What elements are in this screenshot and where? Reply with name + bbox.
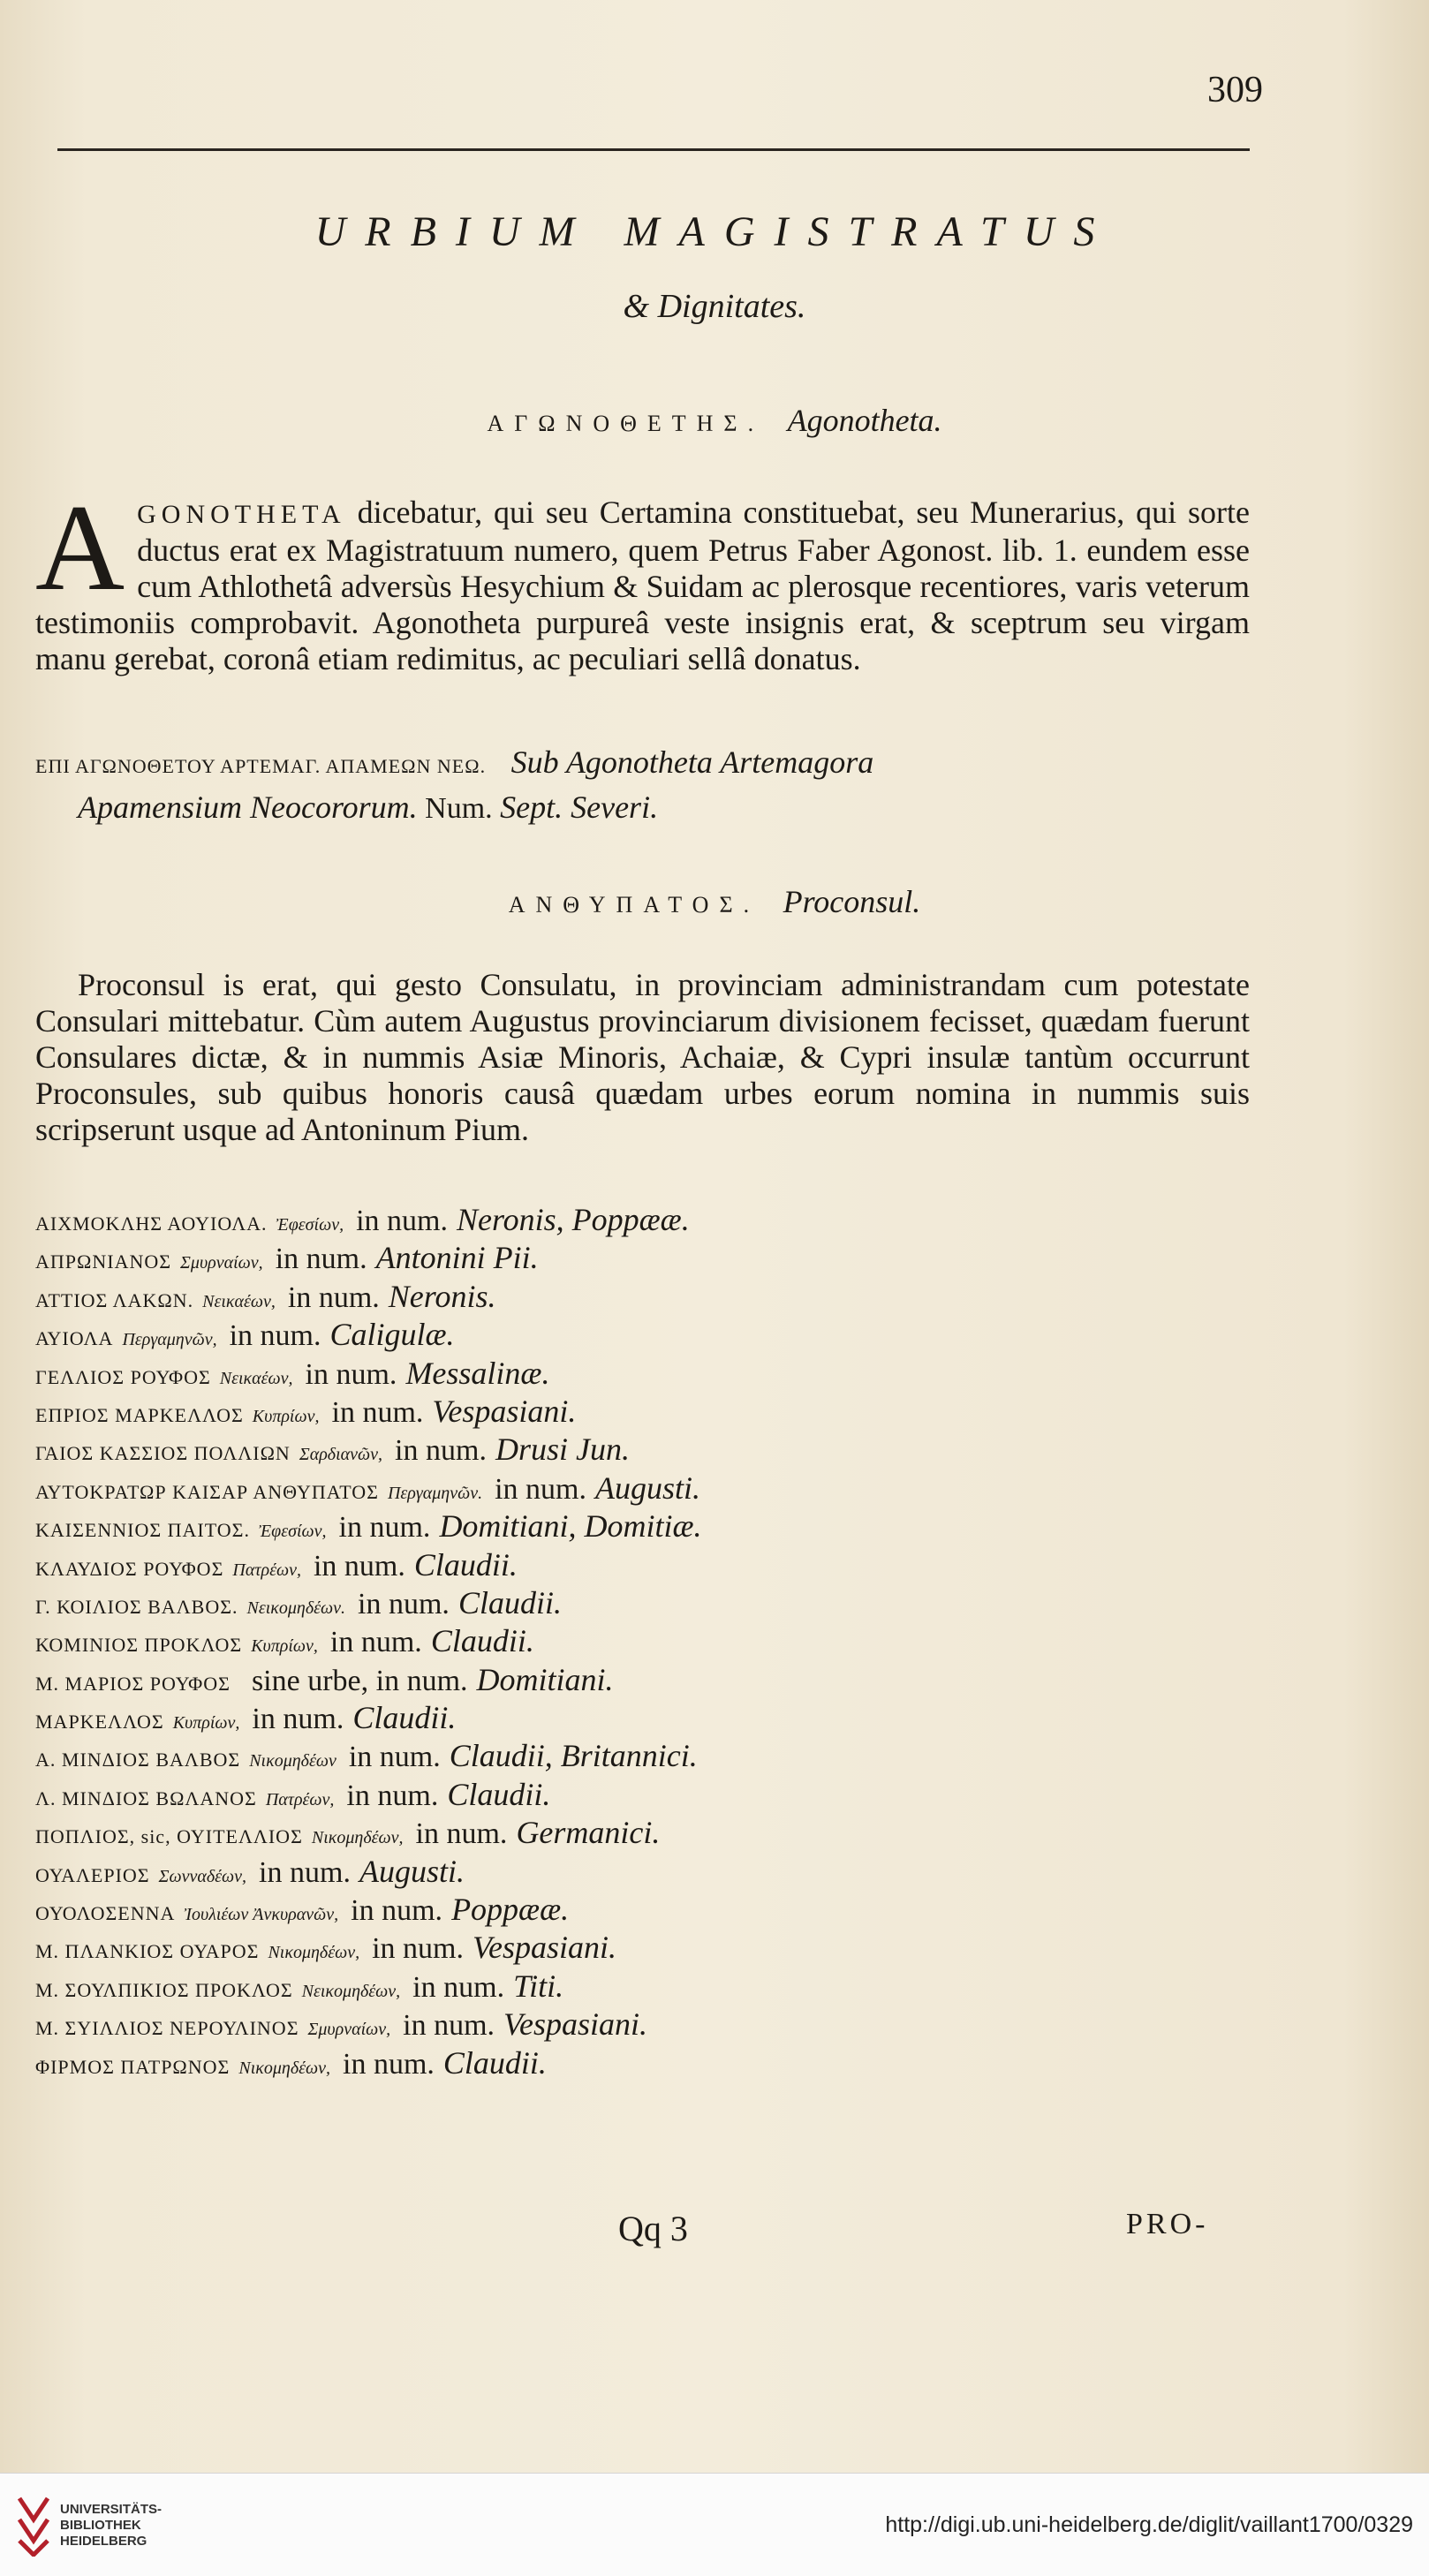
- entry-name: Μ. ΣΥΙΛΛΙΟΣ ΝΕΡΟΥΛΙΝΟΣ: [35, 2017, 299, 2040]
- citation-greek: ΕΠΙ ΑΓΩΝΟΘΕΤΟΥ ΑΡΤΕΜΑΓ. ΑΠΑΜΕΩΝ ΝΕΩ.: [35, 755, 487, 777]
- list-item: [35, 1814, 1250, 1852]
- entry-ruler: Neronis.: [388, 1278, 496, 1314]
- entry-city: Νεικομηδέων,: [301, 1981, 401, 2001]
- entry-city: Νεικαέων,: [202, 1291, 276, 1311]
- entry-city: Νεικαέων,: [219, 1368, 293, 1388]
- entry-ruler: Vespasiani.: [473, 1930, 617, 1966]
- list-item: [35, 1968, 1250, 2006]
- citation-ruler: Sept. Severi.: [500, 789, 659, 825]
- entry-in-num: in num.: [346, 1779, 439, 1812]
- entry-ruler: Caligulæ.: [329, 1317, 455, 1353]
- section-latin-term: Proconsul.: [783, 884, 921, 919]
- list-item: [35, 1393, 1250, 1431]
- citation-latin-2: Apamensium Neocororum.: [78, 789, 418, 825]
- entry-in-num: in num.: [343, 2047, 435, 2081]
- entry-ruler: Titi.: [513, 1968, 564, 2004]
- page-subtitle: & Dignitates.: [623, 288, 806, 325]
- entry-in-num: in num.: [356, 1205, 448, 1237]
- list-item: [35, 1316, 1250, 1354]
- entry-ruler: Domitiani.: [476, 1661, 614, 1697]
- entry-in-num: in num.: [348, 1741, 441, 1774]
- entry-in-num: in num.: [351, 1894, 443, 1928]
- entry-city: Σωνναδέων,: [158, 1866, 247, 1886]
- entry-name: Μ. ΠΛΑΝΚΙΟΣ ΟΥΑΡΟΣ: [35, 1940, 260, 1963]
- citation-agonotheta: [35, 742, 1250, 829]
- entry-city: Πατρέων,: [265, 1789, 335, 1809]
- entry-city: Κυπρίων,: [172, 1713, 240, 1734]
- catchword: PRO-: [1126, 2208, 1209, 2240]
- entry-ruler: Vespasiani.: [503, 2006, 648, 2043]
- page-number: 309: [1207, 70, 1263, 110]
- entry-name: ΜΑΡΚΕΛΛΟΣ: [35, 1711, 164, 1734]
- entry-ruler: Claudii.: [457, 1584, 562, 1620]
- paragraph-proconsul: [35, 967, 1250, 1148]
- entry-in-num: in num.: [395, 1434, 487, 1468]
- entry-city: Νικομηδέων,: [268, 1943, 360, 1963]
- signature-mark: Qq 3: [618, 2209, 688, 2248]
- entry-ruler: Augusti.: [595, 1469, 701, 1506]
- list-item: [35, 1584, 1250, 1622]
- entry-name: Α. ΜΙΝΔΙΟΣ ΒΑΛΒΟΣ: [35, 1749, 241, 1771]
- entry-in-num: in num.: [305, 1357, 397, 1391]
- entry-ruler: Claudii.: [447, 1776, 551, 1812]
- entry-in-num: in num.: [358, 1587, 450, 1620]
- paragraph-text: Proconsul is erat, qui gesto Consulatu, in provinciam administrandam cum potestate Consulari mittebatur. Cùm autem Augustus provinciarum divisionem fecisset, quædam fuerunt Consulares dictæ, & in nummis Asiæ Minoris, Achaiæ, & Cypri insulæ tantùm occurrunt Proconsules, sub quibus honoris causâ quædam urbes eorum nomina in nummis suis scripserunt usque ad Antoninum Pium.: [35, 967, 1250, 1147]
- entry-name: ΑΥΙΟΛΑ: [35, 1327, 114, 1350]
- entry-name: ΓΕΛΛΙΟΣ ΡΟΥΦΟΣ: [35, 1365, 211, 1388]
- section-heading-proconsul: [0, 883, 1429, 920]
- list-item: [35, 1278, 1250, 1316]
- entry-in-num: in num.: [252, 1703, 344, 1736]
- entry-city: Περγαμηνῶν.: [387, 1483, 483, 1503]
- entry-in-num: in num.: [331, 1395, 424, 1429]
- paragraph-text: dicebatur, qui seu Certamina constituebat, seu Munerarius, qui sorte ductus erat ex Magistratuum numero, quem Petrus Faber Agonost. lib. 1. eundem esse cum Athlothetâ adversùs Hesychium & Suidam ac plerosque recentiores, varis veterum testimoniis comprobavit. Agonotheta purpureâ veste insignis erat, & sceptrum seu virgam manu gerebat, coronâ etiam redimitus, ac peculiari sellâ donatus.: [35, 495, 1250, 676]
- entry-city: Σμυρναίων,: [307, 2020, 391, 2040]
- section-greek-term: ΑΓΩΝΟΘΕΤΗΣ.: [487, 411, 765, 436]
- entry-name: Γ. ΚΟΙΛΙΟΣ ΒΑΛΒΟΣ.: [35, 1595, 238, 1618]
- entry-in-num: in num.: [403, 2009, 495, 2043]
- entry-in-num: in num.: [275, 1243, 367, 1276]
- entry-city: Νικομηδέων,: [311, 1828, 404, 1848]
- list-item: [35, 1431, 1250, 1469]
- library-logo-text: [60, 2502, 162, 2550]
- entry-city: Νεικομηδέων.: [246, 1598, 346, 1618]
- entry-name: ΑΙΧΜΟΚΛΗΣ ΑΟΥΙΟΛΑ.: [35, 1212, 268, 1235]
- entry-name: ΕΠΡΙΟΣ ΜΑΡΚΕΛΛΟΣ: [35, 1403, 244, 1426]
- entry-name: Μ. ΜΑΡΙΟΣ ΡΟΥΦΟΣ: [35, 1672, 231, 1695]
- entry-ruler: Vespasiani.: [432, 1393, 577, 1429]
- list-item: [35, 1469, 1250, 1507]
- entry-ruler: Germanici.: [516, 1815, 661, 1851]
- entry-name: ΑΠΡΩΝΙΑΝΟΣ: [35, 1250, 172, 1273]
- entry-ruler: Neronis, Poppææ.: [457, 1202, 690, 1237]
- entry-city: Σαρδιανῶν,: [299, 1445, 383, 1465]
- citation-num: Num.: [425, 792, 493, 825]
- page-title: URBIUM MAGISTRATUS: [314, 208, 1115, 255]
- entry-ruler: Claudii.: [430, 1623, 534, 1659]
- drop-cap: A: [35, 480, 125, 616]
- entry-ruler: Claudii.: [352, 1700, 457, 1736]
- entry-in-num: in num.: [229, 1319, 321, 1353]
- entry-in-num: in num.: [287, 1280, 380, 1314]
- entry-city: Ἰουλιέων Ἀνκυρανῶν,: [184, 1905, 339, 1925]
- library-logo-icon: [16, 2493, 51, 2557]
- entry-ruler: Antonini Pii.: [375, 1240, 539, 1276]
- section-heading-agonotheta: [0, 402, 1429, 439]
- entry-in-num: in num.: [338, 1511, 431, 1545]
- list-item: [35, 1622, 1250, 1660]
- entry-ruler: Augusti.: [359, 1853, 465, 1889]
- list-item: [35, 2044, 1250, 2082]
- entry-city: Νικομηδέων,: [238, 2058, 330, 2078]
- entry-in-num: in num.: [495, 1472, 586, 1506]
- entry-in-num: in num.: [329, 1626, 422, 1659]
- viewer-footer: [0, 2473, 1429, 2576]
- list-item: [35, 1929, 1250, 1967]
- entry-in-num: in num.: [415, 1817, 508, 1851]
- entry-name: ΓΑΙΟΣ ΚΑΣΣΙΟΣ ΠΟΛΛΙΩΝ: [35, 1442, 291, 1465]
- list-item: [35, 1201, 1250, 1239]
- list-item: [35, 1776, 1250, 1814]
- section-latin-term: Agonotheta.: [787, 403, 942, 438]
- list-item: [35, 1355, 1250, 1393]
- list-item: [35, 1661, 1250, 1699]
- list-item: [35, 2006, 1250, 2043]
- entry-name: ΑΥΤΟΚΡΑΤΩΡ ΚΑΙΣΑΡ ΑΝΘΥΠΑΤΟΣ: [35, 1480, 379, 1503]
- entry-in-num: in num.: [313, 1549, 405, 1583]
- list-item: [35, 1507, 1250, 1545]
- permalink-link[interactable]: http://digi.ub.uni-heidelberg.de/diglit/vaillant1700/0329: [885, 2512, 1413, 2537]
- entry-name: Μ. ΣΟΥΛΠΙΚΙΟΣ ΠΡΟΚΛΟΣ: [35, 1978, 293, 2001]
- entry-city: Κυπρίων,: [251, 1636, 318, 1657]
- list-item: [35, 1699, 1250, 1737]
- list-item: [35, 1853, 1250, 1891]
- citation-latin-1: Sub Agonotheta Artemagora: [510, 744, 874, 780]
- logo-line: HEIDELBERG: [60, 2534, 147, 2549]
- paragraph-agonotheta: [35, 480, 1250, 677]
- entry-ruler: Poppææ.: [451, 1892, 570, 1928]
- entry-city: Νικομηδέων: [249, 1751, 336, 1771]
- entry-city: Σμυρναίων,: [180, 1253, 263, 1273]
- entry-name: ΚΛΑΥΔΙΟΣ ΡΟΥΦΟΣ: [35, 1557, 224, 1580]
- entry-city: Περγαμηνῶν,: [122, 1330, 217, 1350]
- entry-ruler: Messalinæ.: [405, 1355, 550, 1391]
- entry-name: Λ. ΜΙΝΔΙΟΣ ΒΩΛΑΝΟΣ: [35, 1787, 257, 1809]
- header-rule: [57, 148, 1250, 151]
- entry-city: Ἐφεσίων,: [258, 1522, 327, 1542]
- entry-name: ΠΟΠΛΙΟΣ, sic, ΟΥΙΤΕΛΛΙΟΣ: [35, 1825, 303, 1848]
- logo-line: UNIVERSITÄTS-: [60, 2502, 163, 2517]
- entry-name: ΚΑΙΣΕΝΝΙΟΣ ΠΑΙΤΟΣ.: [35, 1519, 250, 1542]
- entry-name: ΚΟΜΙΝΙΟΣ ΠΡΟΚΛΟΣ: [35, 1634, 243, 1657]
- entry-ruler: Drusi Jun.: [495, 1432, 630, 1468]
- entry-name: ΟΥΑΛΕΡΙΟΣ: [35, 1863, 150, 1886]
- entry-ruler: Claudii.: [413, 1546, 518, 1583]
- entry-name: ΦΙΡΜΟΣ ΠΑΤΡΩΝΟΣ: [35, 2055, 231, 2078]
- entry-ruler: Claudii, Britannici.: [449, 1738, 698, 1774]
- list-item: [35, 1891, 1250, 1929]
- list-item: [35, 1239, 1250, 1277]
- entry-name: ΑΤΤΙΟΣ ΛΑΚΩΝ.: [35, 1288, 194, 1311]
- entry-ruler: Domitiani, Domitiæ.: [439, 1508, 702, 1545]
- entry-in-num: in num.: [259, 1855, 351, 1889]
- entry-ruler: Claudii.: [442, 2044, 547, 2081]
- lead-word: GONOTHETA: [137, 500, 346, 529]
- logo-line: BIBLIOTHEK: [60, 2518, 141, 2533]
- entry-in-num: in num.: [372, 1932, 465, 1966]
- entry-in-num: sine urbe, in num.: [251, 1664, 468, 1697]
- proconsul-list: [35, 1201, 1250, 2082]
- entry-city: Ἐφεσίων,: [276, 1215, 344, 1235]
- list-item: [35, 1546, 1250, 1584]
- entry-city: Κυπρίων,: [252, 1406, 320, 1426]
- entry-in-num: in num.: [412, 1970, 505, 2004]
- section-greek-term: ΑΝΘΥΠΑΤΟΣ.: [508, 892, 760, 918]
- list-item: [35, 1737, 1250, 1775]
- entry-city: Πατρέων,: [232, 1560, 301, 1580]
- entry-name: ΟΥΟΛΟΣΕΝΝΑ: [35, 1902, 176, 1925]
